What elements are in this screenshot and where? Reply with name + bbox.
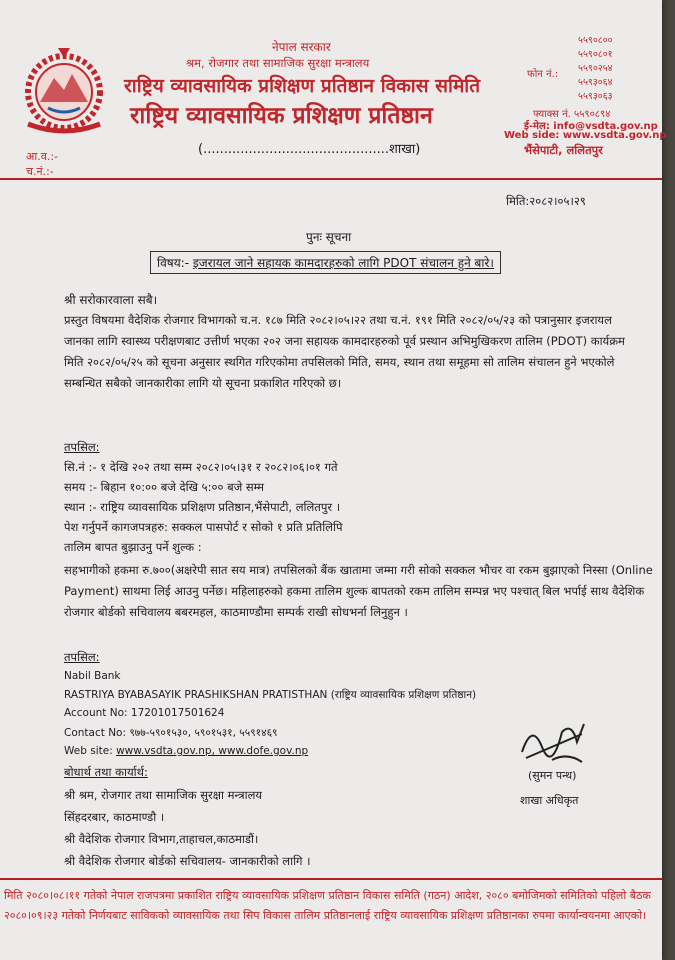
cc-heading: बोधार्थ तथा कार्यार्थ:: [64, 765, 148, 779]
details-place: स्थान :- राष्ट्रिय व्यावसायिक प्रशिक्षण प्रतिष्ठान,भैंसेपाटी, ललितपुर ।: [64, 500, 341, 514]
signatory-title: शाखा अधिकृत: [520, 794, 579, 807]
bank-contact: Contact No: ९७७-५९०१५३०, ५९०१५३१, ५५९१४६९: [64, 727, 278, 739]
government-name: नेपाल सरकार: [272, 40, 331, 54]
dispatch-number-field: च.नं.:-: [26, 165, 54, 178]
cc-line: श्री वैदेशिक रोजगार बोर्डको सचिवालय- जानकारीको लागि ।: [64, 854, 311, 868]
phone-number: ५५९०८०१: [578, 49, 613, 60]
phone-number: ५५९०२५४: [578, 63, 613, 74]
bank-heading: तपसिल:: [64, 650, 100, 664]
office-address: भैंसेपाटी, ललितपुर: [524, 143, 603, 157]
nepal-emblem-icon: [14, 40, 114, 140]
bank-name: Nabil Bank: [64, 670, 121, 682]
website-links[interactable]: www.vsdta.gov.np, www.dofe.gov.np: [116, 745, 309, 757]
body-paragraph: प्रस्तुत विषयमा वैदेशिक रोजगार विभागको च.न. १८७ मिति २०८२।०५।२२ तथा च.नं. १९१ मिति २०८२/०५/२३ को पत्रानुसार इजरायल जानका लागि स्वास्थ्य परीक्षणबाट उत्तीर्ण भएका २०२ जना सहायक कामदारहरुको पूर्व प्रस्थान अभिमुखिकरण तालिम (PDOT) कार्यक्रम मिति २०८२/०५/२५ को सूचना अनुसार स्थगित गरिएकोमा तपसिलको मिति, समय, स्थान तथा समूहमा सो तालिम संचालन हुने भएकोले सम्बन्धित सबैको जानकारीका लागि यो सूचना प्रकाशित गरिएको छ।: [64, 313, 625, 390]
bank-website: [64, 745, 308, 757]
subject-text: इजरायल जाने सहायक कामदारहरुको लागि PDOT संचालन हुने बारे।: [192, 256, 494, 270]
details-serial: सि.नं :- १ देखि २०२ तथा सम्म २०८२।०५।३१ र २०८२।०६।०१ गते: [64, 460, 338, 474]
ministry-name: श्रम, रोजगार तथा सामाजिक सुरक्षा मन्त्रालय: [186, 56, 370, 70]
greeting: श्री सरोकारवाला सबै।: [64, 293, 158, 307]
letter-date: मिति:२०८२।०५।२९: [506, 194, 586, 208]
signatory-name: (सुमन पन्थ): [528, 769, 577, 782]
bank-account-name: RASTRIYA BYABASAYIK PRASHIKSHAN PRATISTHAN (राष्ट्रिय व्यावसायिक प्रशिक्षण प्रतिष्ठान): [64, 689, 477, 701]
details-documents: पेश गर्नुपर्ने कागजपत्रहरु: सक्कल पासपोर्ट र सोको १ प्रति प्रतिलिपि: [64, 520, 343, 534]
bank-account-number: Account No: 17201017501624: [64, 707, 225, 719]
branch-line: (.............................................शाखा): [198, 142, 421, 157]
details-heading: तपसिल:: [64, 440, 100, 454]
fee-paragraph: सहभागीको हकमा रु.७००(अक्षरेपी सात सय मात्र) तपसिलको बैंक खातामा जम्मा गरी सोको सक्कल भौचर वा रकम बुझाएको निस्सा (Online Payment) साथमा लिई आउनु पर्नेछ। महिलाहरुको हकमा तालिम शुल्क बापतको रकम तालिम सम्पन्न भए पश्चात् बिल भर्पाई साथ वैदेशिक रोजगार बोर्डको सचिवालय बबरमहल, काठमाण्डौमा सम्पर्क राखी सोधभर्ना लिनुहुन ।: [64, 563, 653, 619]
institute-name: राष्ट्रिय व्यावसायिक प्रशिक्षण प्रतिष्ठान: [130, 103, 433, 129]
website-address: Web side: www.vsdta.gov.np: [504, 130, 667, 141]
subject-label: विषय:-: [157, 256, 190, 270]
reference-fields: [26, 149, 58, 179]
header-divider: [0, 178, 662, 180]
phone-number: ५५९३०६३: [578, 91, 613, 102]
phone-number: ५५९०८००: [578, 35, 613, 46]
cc-line: श्री वैदेशिक रोजगार विभाग,ताहाचल,काठमाडौं।: [64, 832, 259, 846]
footer-note: मिति २०८०।०८।११ गतेको नेपाल राजपत्रमा प्रकाशित राष्ट्रिय व्यावसायिक प्रशिक्षण प्रतिष्ठान विकास समिति (गठन) आदेश, २०८० बमोजिमको समितिको पहिलो बैठक २०८०।०९।२३ गतेको निर्णयबाट साविकको व्यावसायिक तथा सिप विकास तालिम प्रतिष्ठानलाई राष्ट्रिय व्यावसायिक प्रशिक्षण प्रतिष्ठानका रुपमा कार्यान्वयनमा आएको।: [4, 889, 651, 922]
cc-line: सिंहदरबार, काठमाण्डौ ।: [64, 810, 165, 824]
website-label: Web site:: [64, 745, 113, 757]
fax-number: फ्याक्स नं. ५५९०८९४: [533, 109, 611, 120]
fiscal-year-field: आ.व.:-: [26, 150, 59, 163]
signature-icon: [512, 712, 592, 772]
subject-box: [150, 251, 501, 274]
details-time: समय :- बिहान १०:०० बजे देखि ५:०० बजे सम्म: [64, 480, 264, 494]
committee-name: राष्ट्रिय व्यावसायिक प्रशिक्षण प्रतिष्ठान विकास समिति: [124, 75, 481, 97]
cc-line: श्री श्रम, रोजगार तथा सामाजिक सुरक्षा मन्त्रालय: [64, 788, 263, 802]
footer-divider: [0, 878, 662, 880]
notice-title: पुनः सूचना: [306, 230, 352, 244]
email-address: ई-मेल: info@vsdta.gov.np: [524, 121, 658, 132]
phone-label: फोन नं.:: [527, 69, 559, 80]
fee-heading: तालिम बापत बुझाउनु पर्ने शुल्क :: [64, 540, 202, 554]
phone-number: ५५९३०६४: [578, 77, 613, 88]
phone-numbers: [578, 34, 613, 104]
